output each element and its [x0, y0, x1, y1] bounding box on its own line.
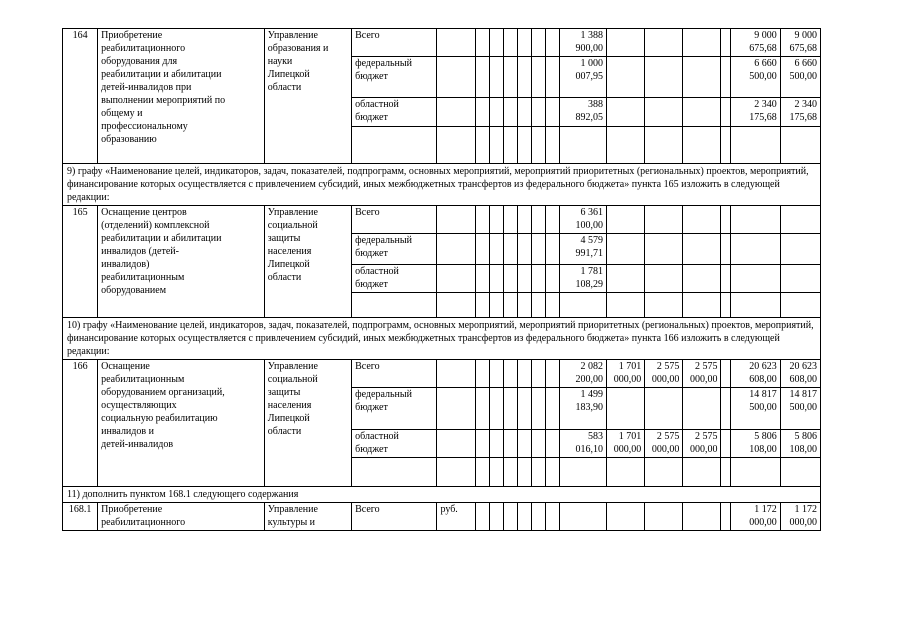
table-cell [645, 29, 683, 57]
table-cell [721, 430, 730, 458]
table-cell [489, 98, 503, 127]
executor: Управление образования и науки Липецкой области [264, 29, 351, 164]
table-cell [489, 127, 503, 164]
amount-cell: 2 082 200,00 [559, 360, 606, 388]
table-cell [489, 503, 503, 531]
amount-cell: 1 781 108,29 [559, 265, 606, 293]
table-cell [503, 293, 517, 318]
table-cell [545, 293, 559, 318]
amount-cell: 2 575 000,00 [645, 430, 683, 458]
amount-cell: 2 575 000,00 [683, 430, 721, 458]
table-cell [517, 430, 531, 458]
table-cell [437, 360, 475, 388]
table-cell [721, 388, 730, 430]
table-cell [559, 503, 606, 531]
amount-cell: 9 000 675,68 [730, 29, 780, 57]
unit-cell: руб. [437, 503, 475, 531]
table-cell [352, 127, 437, 164]
table-cell [503, 29, 517, 57]
table-cell [607, 265, 645, 293]
table-cell [437, 127, 475, 164]
table-cell [683, 503, 721, 531]
table-cell [437, 206, 475, 234]
table-cell [517, 206, 531, 234]
table-cell [437, 234, 475, 265]
table-cell [559, 127, 606, 164]
amount-cell: 2 340 175,68 [780, 98, 820, 127]
table-cell [721, 29, 730, 57]
table-cell [730, 265, 780, 293]
table-cell [531, 265, 545, 293]
table-cell [559, 293, 606, 318]
table-cell [545, 503, 559, 531]
table-cell [531, 388, 545, 430]
table-cell [683, 29, 721, 57]
table-cell [437, 458, 475, 487]
amount-cell: 1 701 000,00 [607, 430, 645, 458]
table-cell [517, 29, 531, 57]
table-cell [545, 265, 559, 293]
table-cell [531, 360, 545, 388]
funding-source: Всего [352, 206, 437, 234]
amount-cell: 1 000 007,95 [559, 57, 606, 98]
table-cell [780, 265, 820, 293]
table-row [63, 206, 821, 234]
table-cell [475, 57, 489, 98]
table-cell [475, 503, 489, 531]
table-cell [645, 206, 683, 234]
amount-cell: 1 172 000,00 [730, 503, 780, 531]
amount-cell: 9 000 675,68 [780, 29, 820, 57]
program-table [62, 28, 821, 531]
table-cell [721, 206, 730, 234]
row-number: 168.1 [63, 503, 98, 531]
table-cell [683, 388, 721, 430]
table-cell [645, 265, 683, 293]
table-cell [503, 206, 517, 234]
table-cell [503, 388, 517, 430]
amount-cell: 1 701 000,00 [607, 360, 645, 388]
amount-cell: 14 817 500,00 [730, 388, 780, 430]
table-cell [489, 206, 503, 234]
table-cell [517, 98, 531, 127]
table-cell [437, 430, 475, 458]
table-cell [545, 57, 559, 98]
amount-cell: 2 340 175,68 [730, 98, 780, 127]
table-cell [545, 360, 559, 388]
table-cell [683, 265, 721, 293]
table-cell [545, 206, 559, 234]
table-cell [730, 234, 780, 265]
table-cell [683, 206, 721, 234]
table-cell [503, 265, 517, 293]
table-cell [607, 234, 645, 265]
measure-name: Приобретение реабилитационного оборудования для реабилитации и абилитации детей-инвалидов при выполнении мероприятий по общему и профессиональному образованию [98, 29, 265, 164]
amount-cell: 2 575 000,00 [683, 360, 721, 388]
table-cell [475, 98, 489, 127]
table-cell [437, 293, 475, 318]
table-cell [780, 127, 820, 164]
table-cell [531, 57, 545, 98]
table-cell [607, 29, 645, 57]
amount-cell: 4 579 991,71 [559, 234, 606, 265]
amount-cell: 6 660 500,00 [730, 57, 780, 98]
table-cell [489, 293, 503, 318]
table-cell [531, 503, 545, 531]
table-cell [517, 458, 531, 487]
amendment-text: 11) дополнить пунктом 168.1 следующего содержания [63, 487, 821, 503]
table-row [63, 164, 821, 206]
table-cell [475, 234, 489, 265]
table-cell [721, 234, 730, 265]
funding-source: Всего [352, 360, 437, 388]
table-cell [517, 293, 531, 318]
table-cell [352, 293, 437, 318]
table-cell [645, 127, 683, 164]
table-cell [780, 458, 820, 487]
funding-source: областной бюджет [352, 430, 437, 458]
table-cell [545, 98, 559, 127]
table-cell [503, 458, 517, 487]
table-cell [545, 388, 559, 430]
table-cell [607, 388, 645, 430]
table-cell [489, 360, 503, 388]
table-cell [489, 430, 503, 458]
amount-cell: 6 660 500,00 [780, 57, 820, 98]
table-cell [489, 57, 503, 98]
amount-cell: 20 623 608,00 [730, 360, 780, 388]
table-cell [607, 503, 645, 531]
amount-cell: 583 016,10 [559, 430, 606, 458]
table-cell [545, 234, 559, 265]
table-cell [503, 98, 517, 127]
table-cell [607, 206, 645, 234]
row-number: 166 [63, 360, 98, 487]
table-cell [489, 265, 503, 293]
amount-cell: 1 388 900,00 [559, 29, 606, 57]
table-cell [503, 57, 517, 98]
amount-cell: 5 806 108,00 [780, 430, 820, 458]
table-cell [475, 29, 489, 57]
table-cell [607, 293, 645, 318]
table-cell [489, 234, 503, 265]
amount-cell: 6 361 100,00 [559, 206, 606, 234]
measure-name: Оснащение реабилитационным оборудованием организаций, осуществляющих социальную реабилитацию инвалидов и детей-инвалидов [98, 360, 265, 487]
measure-name: Приобретение реабилитационного [98, 503, 265, 531]
table-cell [531, 430, 545, 458]
table-cell [721, 293, 730, 318]
amendment-text: 10) графу «Наименование целей, индикаторов, задач, показателей, подпрограмм, основных мероприятий, мероприятий приоритетных (региональных) проектов, мероприятий, финансирование которых осуществляется с привлечением субсидий, иных межбюджетных трансфертов из федерального бюджета» пункта 166 изложить в следующей редакции: [63, 318, 821, 360]
table-cell [531, 234, 545, 265]
table-cell [352, 458, 437, 487]
funding-source: областной бюджет [352, 98, 437, 127]
table-cell [683, 458, 721, 487]
table-cell [517, 234, 531, 265]
amount-cell: 14 817 500,00 [780, 388, 820, 430]
table-cell [489, 458, 503, 487]
table-cell [645, 293, 683, 318]
table-cell [475, 293, 489, 318]
measure-name: Оснащение центров (отделений) комплексной реабилитации и абилитации инвалидов (детей- инвалидов) реабилитационным оборудованием [98, 206, 265, 318]
table-cell [503, 127, 517, 164]
table-cell [721, 360, 730, 388]
table-cell [531, 98, 545, 127]
funding-source: федеральный бюджет [352, 388, 437, 430]
table-cell [721, 458, 730, 487]
table-cell [730, 458, 780, 487]
funding-source: федеральный бюджет [352, 234, 437, 265]
table-cell [437, 388, 475, 430]
table-cell [517, 360, 531, 388]
table-cell [489, 388, 503, 430]
table-cell [607, 98, 645, 127]
table-cell [645, 234, 683, 265]
table-cell [645, 98, 683, 127]
table-cell [645, 503, 683, 531]
amendment-text: 9) графу «Наименование целей, индикаторов, задач, показателей, подпрограмм, основных мероприятий, мероприятий приоритетных (региональных) проектов, мероприятий, финансирование которых осуществляется с привлечением субсидий, иных межбюджетных трансфертов из федерального бюджета» пункта 165 изложить в следующей редакции: [63, 164, 821, 206]
table-cell [730, 293, 780, 318]
table-cell [683, 234, 721, 265]
table-cell [517, 265, 531, 293]
table-cell [780, 293, 820, 318]
table-cell [531, 458, 545, 487]
table-cell [730, 127, 780, 164]
table-cell [503, 360, 517, 388]
row-number: 164 [63, 29, 98, 164]
table-cell [545, 458, 559, 487]
table-cell [475, 430, 489, 458]
table-cell [607, 127, 645, 164]
funding-source: Всего [352, 29, 437, 57]
table-row [63, 503, 821, 531]
table-cell [780, 206, 820, 234]
amount-cell: 1 172 000,00 [780, 503, 820, 531]
amount-cell: 20 623 608,00 [780, 360, 820, 388]
table-cell [517, 503, 531, 531]
funding-source: областной бюджет [352, 265, 437, 293]
table-cell [721, 127, 730, 164]
table-cell [531, 29, 545, 57]
table-cell [531, 127, 545, 164]
row-number: 165 [63, 206, 98, 318]
table-row [63, 318, 821, 360]
table-row [63, 360, 821, 388]
table-cell [475, 360, 489, 388]
table-cell [475, 206, 489, 234]
executor: Управление социальной защиты населения Липецкой области [264, 206, 351, 318]
table-cell [721, 57, 730, 98]
executor: Управление культуры и [264, 503, 351, 531]
table-cell [503, 430, 517, 458]
table-cell [545, 127, 559, 164]
table-cell [517, 127, 531, 164]
table-cell [645, 57, 683, 98]
table-cell [683, 98, 721, 127]
table-cell [645, 388, 683, 430]
table-cell [645, 458, 683, 487]
table-cell [607, 57, 645, 98]
table-cell [517, 57, 531, 98]
table-cell [531, 206, 545, 234]
table-cell [545, 430, 559, 458]
table-cell [721, 98, 730, 127]
executor: Управление социальной защиты населения Липецкой области [264, 360, 351, 487]
table-cell [475, 458, 489, 487]
table-cell [721, 503, 730, 531]
table-cell [503, 234, 517, 265]
amount-cell: 5 806 108,00 [730, 430, 780, 458]
table-cell [730, 206, 780, 234]
table-cell [559, 458, 606, 487]
amount-cell: 2 575 000,00 [645, 360, 683, 388]
table-cell [437, 265, 475, 293]
table-cell [475, 388, 489, 430]
table-cell [517, 388, 531, 430]
table-cell [489, 29, 503, 57]
amount-cell: 1 499 183,90 [559, 388, 606, 430]
table-row [63, 487, 821, 503]
table-cell [683, 293, 721, 318]
table-row [63, 29, 821, 57]
table-cell [437, 98, 475, 127]
table-cell [531, 293, 545, 318]
funding-source: федеральный бюджет [352, 57, 437, 98]
table-cell [437, 57, 475, 98]
funding-source: Всего [352, 503, 437, 531]
table-cell [683, 127, 721, 164]
table-cell [721, 265, 730, 293]
table-cell [607, 458, 645, 487]
table-cell [475, 265, 489, 293]
table-cell [437, 29, 475, 57]
table-cell [475, 127, 489, 164]
table-cell [780, 234, 820, 265]
table-cell [683, 57, 721, 98]
table-cell [503, 503, 517, 531]
table-cell [545, 29, 559, 57]
amount-cell: 388 892,05 [559, 98, 606, 127]
